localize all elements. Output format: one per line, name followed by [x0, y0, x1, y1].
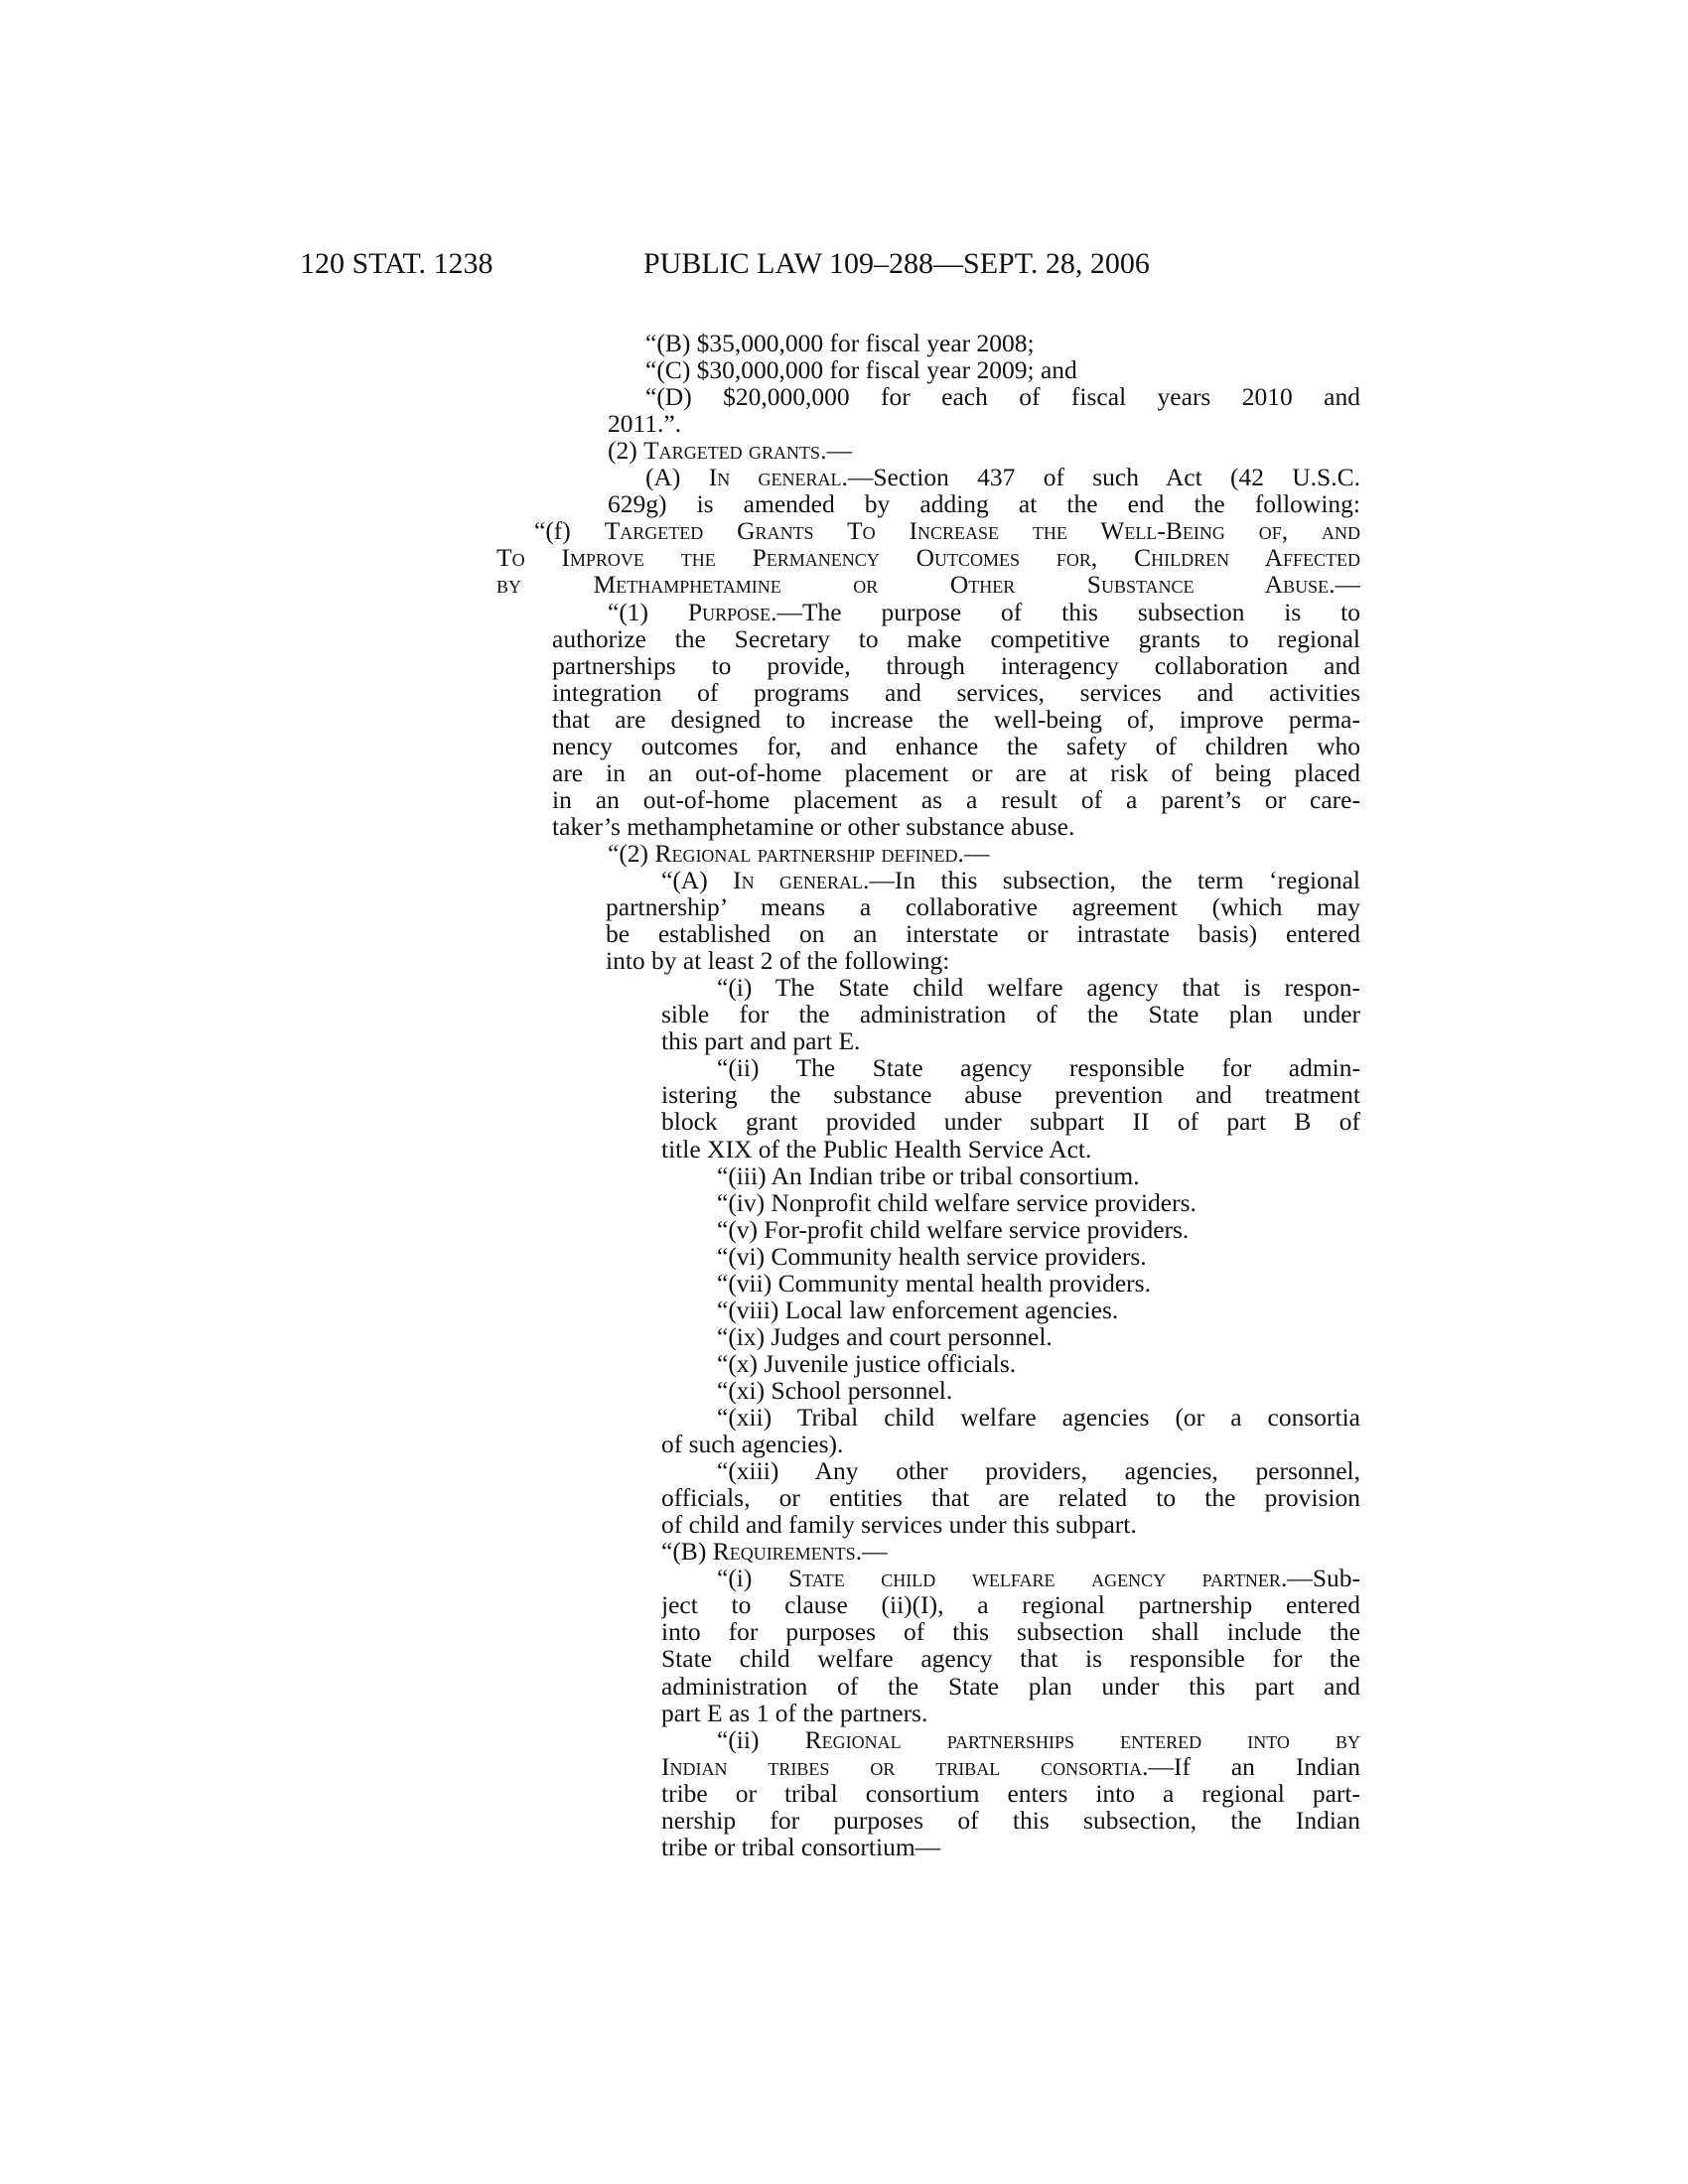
- text-span: of such agencies).: [661, 1430, 844, 1458]
- text-line: [661, 1001, 1360, 1028]
- small-caps-heading: Targeted grants: [643, 436, 821, 465]
- text-span: officials, or entities that are related to the provision: [661, 1484, 1360, 1512]
- text-line: [606, 920, 1360, 948]
- small-caps-heading: Requirements: [712, 1537, 856, 1566]
- text-line: [552, 813, 1074, 841]
- text-span: “(iii) An Indian tribe or tribal consortium.: [717, 1161, 1140, 1190]
- text-span: “(C) $30,000,000 for fiscal year 2009; and: [645, 355, 1077, 384]
- text-line: [661, 1645, 1360, 1673]
- text-line: [717, 1270, 1151, 1297]
- text-span: “(xi) School personnel.: [717, 1376, 953, 1405]
- text-span: this part and part E.: [661, 1026, 861, 1055]
- text-line: [661, 1618, 1360, 1646]
- text-line: [552, 679, 1360, 707]
- text-span: 2011.”.: [608, 409, 682, 438]
- text-span: .—: [820, 436, 852, 465]
- text-span: partnerships to provide, through interagency collaboration and: [552, 652, 1360, 680]
- text-line: [606, 893, 1360, 921]
- text-span: “(i): [717, 1565, 788, 1592]
- text-line: [661, 867, 1360, 894]
- text-span: .—: [957, 839, 990, 868]
- text-line: [717, 1162, 1140, 1190]
- text-span: “(iv) Nonprofit child welfare service providers.: [717, 1188, 1196, 1217]
- text-span: in an out-of-home placement as a result of a parent’s or care-: [552, 786, 1360, 814]
- text-span: “(B) $35,000,000 for fiscal year 2008;: [645, 329, 1035, 357]
- text-span: “(v) For-profit child welfare service providers.: [717, 1215, 1190, 1244]
- text-line: [717, 1457, 1360, 1485]
- small-caps-heading: Purpose: [687, 599, 772, 626]
- text-line: [661, 1591, 1360, 1619]
- text-line: [661, 1807, 1360, 1835]
- text-span: .—In this subsection, the term ‘regional: [863, 867, 1360, 894]
- text-span: “(vi) Community health service providers.: [717, 1242, 1147, 1271]
- text-line: [661, 1136, 1091, 1163]
- text-span: part E as 1 of the partners.: [661, 1699, 928, 1727]
- text-line: [552, 733, 1360, 760]
- text-span: .—Sub-: [1280, 1565, 1360, 1592]
- text-line: [717, 1323, 1053, 1351]
- text-line: [717, 1404, 1360, 1432]
- text-line: [608, 437, 852, 465]
- small-caps-heading: State child welfare agency partner: [787, 1565, 1281, 1592]
- text-span: .—The purpose of this subsection is to: [771, 599, 1360, 626]
- text-line: [717, 1377, 952, 1405]
- text-span: State child welfare agency that is responsible for the: [661, 1645, 1360, 1673]
- small-caps-heading: Targeted Grants To Increase the Well-Being of, and: [604, 517, 1360, 545]
- text-line: [606, 947, 949, 975]
- text-line: [661, 1538, 888, 1566]
- text-line: [645, 330, 1035, 357]
- text-line: [661, 1753, 1360, 1781]
- small-caps-heading: Regional partnership defined: [654, 839, 958, 868]
- text-span: “(f): [534, 517, 605, 545]
- text-span: be established on an interstate or intrastate basis) entered: [606, 920, 1360, 948]
- text-line: [661, 1108, 1360, 1136]
- text-line: [608, 840, 989, 868]
- text-span: “(i) The State child welfare agency that is respon-: [717, 974, 1360, 1002]
- text-line: [608, 410, 681, 438]
- text-span: that are designed to increase the well-being of, improve perma-: [552, 706, 1360, 734]
- small-caps-heading: To Improve the Permanency Outcomes for, Children Affected: [496, 544, 1360, 572]
- text-span: ject to clause (ii)(I), a regional partnership entered: [661, 1591, 1360, 1619]
- public-law-header: PUBLIC LAW 109–288—SEPT. 28, 2006: [643, 247, 1150, 280]
- small-caps-heading: In general: [708, 464, 842, 491]
- text-span: nership for purposes of this subsection, the Indian: [661, 1807, 1360, 1835]
- text-span: .—If an Indian: [1142, 1753, 1360, 1781]
- text-span: into by at least 2 of the following:: [606, 946, 950, 975]
- text-line: [552, 759, 1360, 787]
- text-span: tribe or tribal consortium enters into a regional part-: [661, 1780, 1360, 1808]
- text-line: [552, 706, 1360, 734]
- text-line: [717, 1297, 1118, 1324]
- text-span: tribe or tribal consortium—: [661, 1833, 941, 1861]
- text-span: into for purposes of this subsection shall include the: [661, 1618, 1360, 1646]
- text-span: .—Section 437 of such Act (42 U.S.C.: [841, 464, 1360, 491]
- text-span: “(B): [661, 1537, 713, 1566]
- text-span: taker’s methamphetamine or other substance abuse.: [552, 812, 1075, 841]
- text-span: (A): [645, 464, 709, 491]
- text-span: “(x) Juvenile justice officials.: [717, 1349, 1017, 1378]
- text-line: [661, 1511, 1137, 1539]
- text-span: “(xii) Tribal child welfare agencies (or a consortia: [717, 1404, 1360, 1432]
- text-line: [496, 544, 1360, 572]
- text-line: [552, 625, 1360, 653]
- text-line: [717, 1726, 1360, 1754]
- text-span: .—: [1329, 571, 1360, 599]
- text-span: sible for the administration of the State plan under: [661, 1001, 1360, 1028]
- text-line: [552, 786, 1360, 814]
- text-span: “(viii) Local law enforcement agencies.: [717, 1296, 1119, 1324]
- text-line: [661, 1484, 1360, 1512]
- text-span: are in an out-of-home placement or are at risk of being placed: [552, 759, 1360, 787]
- text-line: [661, 1673, 1360, 1701]
- text-span: “(1): [608, 599, 688, 626]
- text-line: [645, 356, 1077, 384]
- text-line: [661, 1081, 1360, 1109]
- text-span: “(2): [608, 839, 655, 868]
- text-line: [534, 517, 1360, 545]
- text-span: “(ii): [717, 1726, 805, 1754]
- text-span: .—: [855, 1537, 888, 1566]
- text-span: integration of programs and services, services and activities: [552, 679, 1360, 707]
- text-line: [717, 1054, 1360, 1082]
- text-span: “(vii) Community mental health providers.: [717, 1269, 1151, 1297]
- text-span: (2): [608, 436, 644, 465]
- text-span: “(ii) The State agency responsible for admin-: [717, 1054, 1360, 1082]
- text-span: nency outcomes for, and enhance the safety of children who: [552, 733, 1360, 760]
- text-span: 629g) is amended by adding at the end the following:: [608, 490, 1360, 518]
- text-span: partnership’ means a collaborative agreement (which may: [606, 893, 1360, 921]
- text-line: [717, 1565, 1360, 1592]
- text-span: “(D) $20,000,000 for each of fiscal years 2010 and: [645, 383, 1360, 411]
- text-span: title XIX of the Public Health Service Act.: [661, 1135, 1092, 1163]
- stat-page-number: 120 STAT. 1238: [300, 247, 493, 280]
- text-span: authorize the Secretary to make competitive grants to regional: [552, 625, 1360, 653]
- text-span: istering the substance abuse prevention and treatment: [661, 1081, 1360, 1109]
- text-line: [661, 1431, 843, 1458]
- text-span: “(xiii) Any other providers, agencies, personnel,: [717, 1457, 1360, 1485]
- text-line: [661, 1780, 1360, 1808]
- text-line: [717, 1243, 1147, 1271]
- text-line: [717, 1189, 1196, 1217]
- text-line: [661, 1027, 860, 1055]
- text-line: [717, 974, 1360, 1002]
- text-span: “(A): [661, 867, 734, 894]
- text-span: of child and family services under this subpart.: [661, 1510, 1137, 1539]
- text-line: [496, 571, 1360, 599]
- text-line: [552, 652, 1360, 680]
- text-line: [645, 464, 1360, 491]
- text-span: block grant provided under subpart II of part B of: [661, 1108, 1360, 1136]
- small-caps-heading: by Methamphetamine or Other Substance Abuse: [496, 571, 1330, 599]
- small-caps-heading: In general: [733, 867, 864, 894]
- small-caps-heading: Regional partnerships entered into by: [804, 1726, 1360, 1754]
- text-line: [608, 490, 1360, 518]
- text-line: [661, 1700, 927, 1727]
- text-line: [608, 599, 1360, 626]
- text-span: “(ix) Judges and court personnel.: [717, 1322, 1053, 1351]
- small-caps-heading: Indian tribes or tribal consortia: [661, 1753, 1143, 1781]
- text-line: [645, 383, 1360, 411]
- text-line: [717, 1216, 1189, 1244]
- text-line: [717, 1350, 1016, 1378]
- text-span: administration of the State plan under this part and: [661, 1673, 1360, 1701]
- text-line: [661, 1834, 940, 1861]
